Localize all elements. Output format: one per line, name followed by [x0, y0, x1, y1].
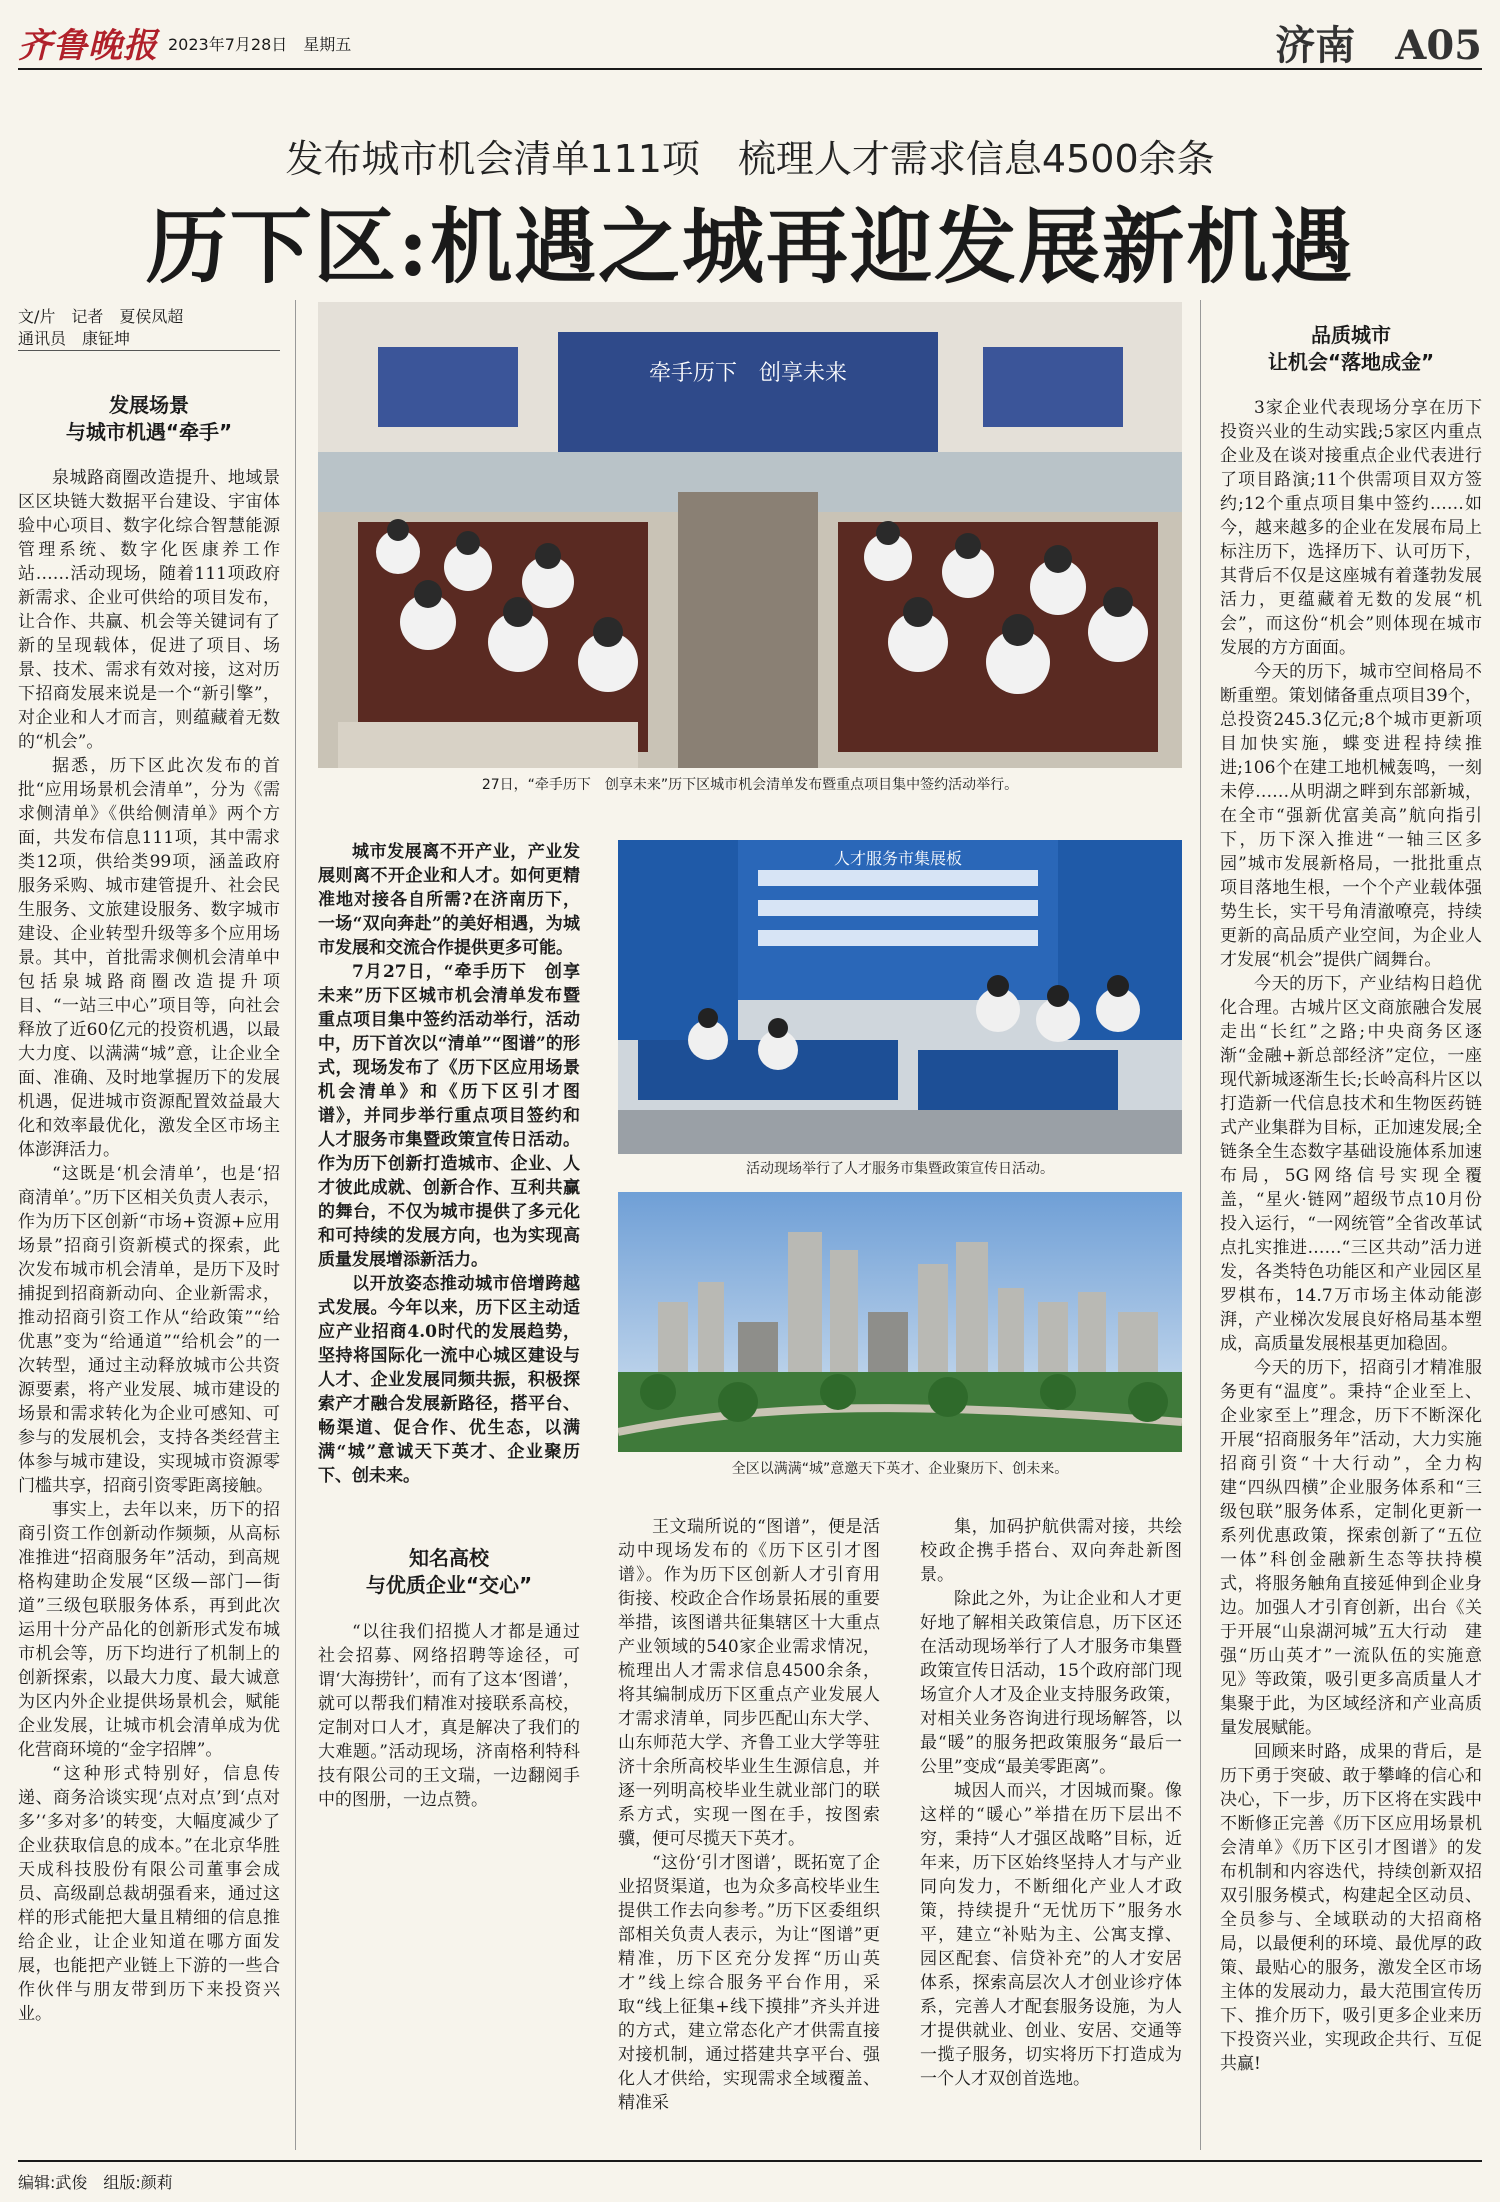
byline-correspondent: 通讯员 康钲坤	[18, 329, 131, 348]
column-2-intro	[318, 840, 580, 1522]
paragraph: “这种形式特别好，信息传递、商务洽谈实现‘点对点’到‘点对多’‘多对多’的转变，大幅度减少了企业获取信息的成本。”在北京华胜天成科技股份有限公司董事会成员、高级副总裁胡强看来，通过这样的形式能把大量且精细的信息推给企业，让企业知道在哪方面发展，也能把产业链上下游的一些合作伙伴与朋友带到历下来投资兴业。	[18, 1764, 280, 2024]
paragraph: 今天的历下，产业结构日趋优化合理。古城片区文商旅融合发展走出“长红”之路;中央商务区逐渐“金融+新总部经济”定位，一座现代新城逐渐生长;长岭高科片区以打造新一代信息技术和生物医药链式产业集群为目标，正加速发展;全链条全生态数字基础设施体系加速布局，5G网络信号实现全覆盖，“星火·链网”超级节点10月份投入运行，“一网统管”全省改革试点扎实推进……“三区共动”活力迸发，各类特色功能区和产业园区星罗棋布，14.7万市场主体动能澎湃，产业梯次发展良好格局基本塑成，高质量发展根基更加稳固。	[1220, 974, 1482, 1354]
page-footer	[18, 2160, 1482, 2193]
cityscape-image	[618, 1192, 1182, 1452]
paragraph: “这既是‘机会清单’，也是‘招商清单’。”历下区相关负责人表示，作为历下区创新“市场+资源+应用场景”招商引资新模式的探索，此次发布城市机会清单，是历下及时捕捉到招商新动向、企业新需求，推动招商引资工作从“给政策”“给优惠”变为“给通道”“给机会”的一次转型，通过主动释放城市公共资源要素，将产业发展、城市建设的场景和需求转化为企业可感知、可参与的发展机会，支持各类经营主体参与城市建设，实现城市资源零门槛共享，招商引资零距离接触。	[18, 1164, 280, 1496]
paragraph: 7月27日，“牵手历下 创享未来”历下区城市机会清单发布暨重点项目集中签约活动举行，活动中，历下首次以“清单”“图谱”的形式，现场发布了《历下区应用场景机会清单》和《历下区引才图谱》，并同步举行重点项目签约和人才服务市集暨政策宣传日活动。作为历下创新打造城市、企业、人才彼此成就、创新合作、互利共赢的舞台，不仅为城市提供了多元化和可持续的发展方向，也为实现高质量发展增添新活力。	[318, 962, 580, 1270]
paragraph: 事实上，去年以来，历下的招商引资工作创新动作频频，从高标准推进“招商服务年”活动，到高规格构建助企发展“区级—部门—街道”三级包联服务体系，再到此次运用十分产品化的创新形式发布城市机会等，历下均进行了机制上的创新探索，以最大力度、最大诚意为区内外企业提供场景机会，赋能企业发展，让城市机会清单成为优化营商环境的“金字招牌”。	[18, 1500, 280, 1760]
column-5-text	[1220, 396, 1482, 2152]
column-rule	[295, 300, 296, 2150]
paragraph: 城因人而兴，才因城而聚。像这样的“暖心”举措在历下层出不穷，秉持“人才强区战略”目标，近年来，历下区始终坚持人才与产业同向发力，不断细化产业人才政策，持续提升“无忧历下”服务水平，建立“补贴为主、公寓支撑、园区配套、信贷补充”的人才安居体系，探索高层次人才创业诊疗体系，完善人才配套服务设施，为人才提供就业、创业、安居、交通等一揽子服务，切实将历下打造成为一个人才双创首选地。	[920, 1781, 1182, 2089]
talent-market-image	[618, 840, 1182, 1154]
masthead	[18, 10, 1482, 70]
column-3-bottom	[618, 1515, 880, 2152]
exhibit-board-title: 人才服务市集展板	[833, 849, 963, 868]
paragraph: 今天的历下，招商引才精准服务更有“温度”。秉持“企业至上、企业家至上”理念，历下不断深化开展“招商服务年”活动，大力实施招商引资“十大行动”，全力构建“四纵四横”企业服务体系和“三级包联”服务体系，定制化更新一系列优惠政策，探索创新了“五位一体”科创金融新生态等扶持模式，将服务触角直接延伸到企业身边。加强人才引育创新，出台《关于开展“山泉湖河城”五大行动 建强“历山英才”一流队伍的实施意见》等政策，吸引更多高质量人才集聚于此，为区域经济和产业高质量发展赋能。	[1220, 1358, 1482, 1738]
paragraph: 今天的历下，城市空间格局不断重塑。策划储备重点项目39个，总投资245.3亿元;8个城市更新项目加快实施，蝶变进程持续推进;106个在建工地机械轰鸣，一刻未停……从明湖之畔到东部新城，在全市“强新优富美高”航向指引下，历下深入推进“一轴三区多园”城市发展新格局，一批批重点项目落地生根，一个个产业载体强势生长，实干号角清澈嘹亮，持续更新的高品质产业空间，为企业人才发展“机会”提供广阔舞台。	[1220, 662, 1482, 970]
paragraph: 3家企业代表现场分享在历下投资兴业的生动实践;5家区内重点企业及在谈对接重点企业代表进行了项目路演;11个供需项目双方签约;12个重点项目集中签约……如今，越来越多的企业在发展布局上标注历下，选择历下、认可历下，其背后不仅是这座城有着蓬勃发展活力，更蕴藏着无数的发展“机会”，而这份“机会”则体现在城市发展的方方面面。	[1220, 398, 1482, 658]
editor-credit: 编辑:武俊 组版:颜莉	[18, 2173, 173, 2192]
subhead-3: 品质城市 让机会“落地成金”	[1267, 323, 1435, 374]
subhead-1: 发展场景 与城市机遇“牵手”	[65, 393, 233, 444]
kicker: 发布城市机会清单111项 梳理人才需求信息4500余条	[285, 137, 1215, 181]
paragraph: 以开放姿态推动城市倍增跨越式发展。今年以来，历下区主动适应产业招商4.0时代的发展趋势，坚持将国际化一流中心城区建设与人才、企业发展同频共振，积极探索产才融合发展新路径，搭平台、畅渠道、促合作、优生态，以满满“城”意诚天下英才、企业聚历下、创未来。	[318, 1274, 580, 1486]
conference-photo	[318, 302, 1182, 768]
headline: 历下区:机遇之城再迎发展新机遇	[145, 199, 1355, 295]
conference-photo-image	[318, 302, 1182, 768]
paragraph: 城市发展离不开产业，产业发展则离不开企业和人才。如何更精准地对接各自所需?在济南历下，一场“双向奔赴”的美好相遇，为城市发展和交流合作提供更多可能。	[318, 842, 580, 958]
byline-reporter: 文/片 记者 夏侯凤超	[18, 307, 184, 326]
paragraph: 据悉，历下区此次发布的首批“应用场景机会清单”，分为《需求侧清单》《供给侧清单》两个方面，共发布信息111项，其中需求类12项，供给类99项，涵盖政府服务采购、城市建管提升、社会民生服务、文旅建设服务、数字城市建设、企业转型升级等多个应用场景。其中，首批需求侧机会清单中包括泉城路商圈改造提升项目、“一站三中心”项目等，向社会释放了近60亿元的投资机遇，以最大力度、以满满“城”意，让企业全面、准确、及时地掌握历下的发展机遇，促进城市资源配置效益最大化和效率最优化，激发全区市场主体澎湃活力。	[18, 756, 280, 1160]
cityscape-photo	[618, 1192, 1182, 1452]
paragraph: “这份‘引才图谱’，既拓宽了企业招贤渠道，也为众多高校毕业生提供工作去向参考。”历下区委组织部相关负责人表示，为让“图谱”更精准，历下区充分发挥“历山英才”线上综合服务平台作用，采取“线上征集+线下摸排”齐头并进的方式，建立常态化产才供需直接对接机制，通过搭建共享平台、强化人才供给，实现需求全域覆盖、精准采	[618, 1853, 880, 2113]
paragraph: 除此之外，为让企业和人才更好地了解相关政策信息，历下区还在活动现场举行了人才服务市集暨政策宣传日活动，15个政府部门现场宣介人才及企业支持服务政策，对相关业务咨询进行现场解答，以最“暖”的服务把政策服务“最后一公里”变成“最美零距离”。	[920, 1589, 1182, 1777]
column-2-bottom: “以往我们招揽人才都是通过社会招募、网络招聘等途径，可谓‘大海捞针’，而有了这本‘图谱’，就可以帮我们精准对接联系高校，定制对口人才，真是解决了我们的大难题。”活动现场，济南格利特科技有限公司的王文瑞，一边翻阅手中的图册，一边点赞。	[318, 1622, 580, 1810]
newspaper-logo: 齐鲁晚报	[18, 26, 158, 66]
paragraph: 王文瑞所说的“图谱”，便是活动中现场发布的《历下区引才图谱》。作为历下区创新人才引育用街接、校政企合作场景拓展的重要举措，该图谱共征集辖区十大重点产业领域的540家企业需求情况，梳理出人才需求信息4500余条，将其编制成历下区重点产业发展人才需求清单，同步匹配山东大学、山东师范大学、齐鲁工业大学等驻济十余所高校毕业生生源信息，并逐一列明高校毕业生就业部门的联系方式，实现一图在手，按图索骥，便可尽揽天下英才。	[618, 1517, 880, 1849]
column-1-text	[18, 466, 280, 2152]
paragraph: 集，加码护航供需对接，共绘校政企携手搭台、双向奔赴新图景。	[920, 1517, 1182, 1585]
paragraph: 泉城路商圈改造提升、地域景区区块链大数据平台建设、宇宙体验中心项目、数字化综合智慧能源管理系统、数字化医康养工作站……活动现场，随着111项政府新需求、企业可供给的项目发布，让合作、共赢、机会等关键词有了新的呈现载体，促进了项目、场景、技术、需求有效对接，这对历下招商发展来说是一个“新引擎”，对企业和人才而言，则蕴藏着无数的“机会”。	[18, 468, 280, 752]
byline	[18, 306, 280, 351]
column-rule-right	[1200, 300, 1201, 2150]
screen-title: 牵手历下 创享未来	[648, 361, 848, 386]
photo-caption-2: 活动现场举行了人才服务市集暨政策宣传日活动。	[746, 1161, 1054, 1177]
column-4-bottom	[920, 1515, 1182, 2152]
subhead-2: 知名高校 与优质企业“交心”	[365, 1546, 533, 1597]
issue-date: 2023年7月28日 星期五	[168, 35, 352, 54]
paragraph: 回顾来时路，成果的背后，是历下勇于突破、敢于攀峰的信心和决心，下一步，历下区将在实践中不断修正完善《历下区应用场景机会清单》《历下区引才图谱》的发布机制和内容迭代，持续创新双招双引服务模式，构建起全区动员、全员参与、全域联动的大招商格局，以最便利的环境、最优厚的政策、最贴心的服务，激发全区市场主体的发展动力，最大范围宣传历下、推介历下，吸引更多企业来历下投资兴业，实现政企共行、互促共赢!	[1220, 1742, 1482, 2074]
photo-caption-1: 27日，“牵手历下 创享未来”历下区城市机会清单发布暨重点项目集中签约活动举行。	[481, 777, 1019, 793]
section-page: 济南 A05	[1275, 22, 1482, 69]
photo-caption-3: 全区以满满“城”意邀天下英才、企业聚历下、创未来。	[731, 1461, 1069, 1477]
talent-market-photo	[618, 840, 1182, 1154]
